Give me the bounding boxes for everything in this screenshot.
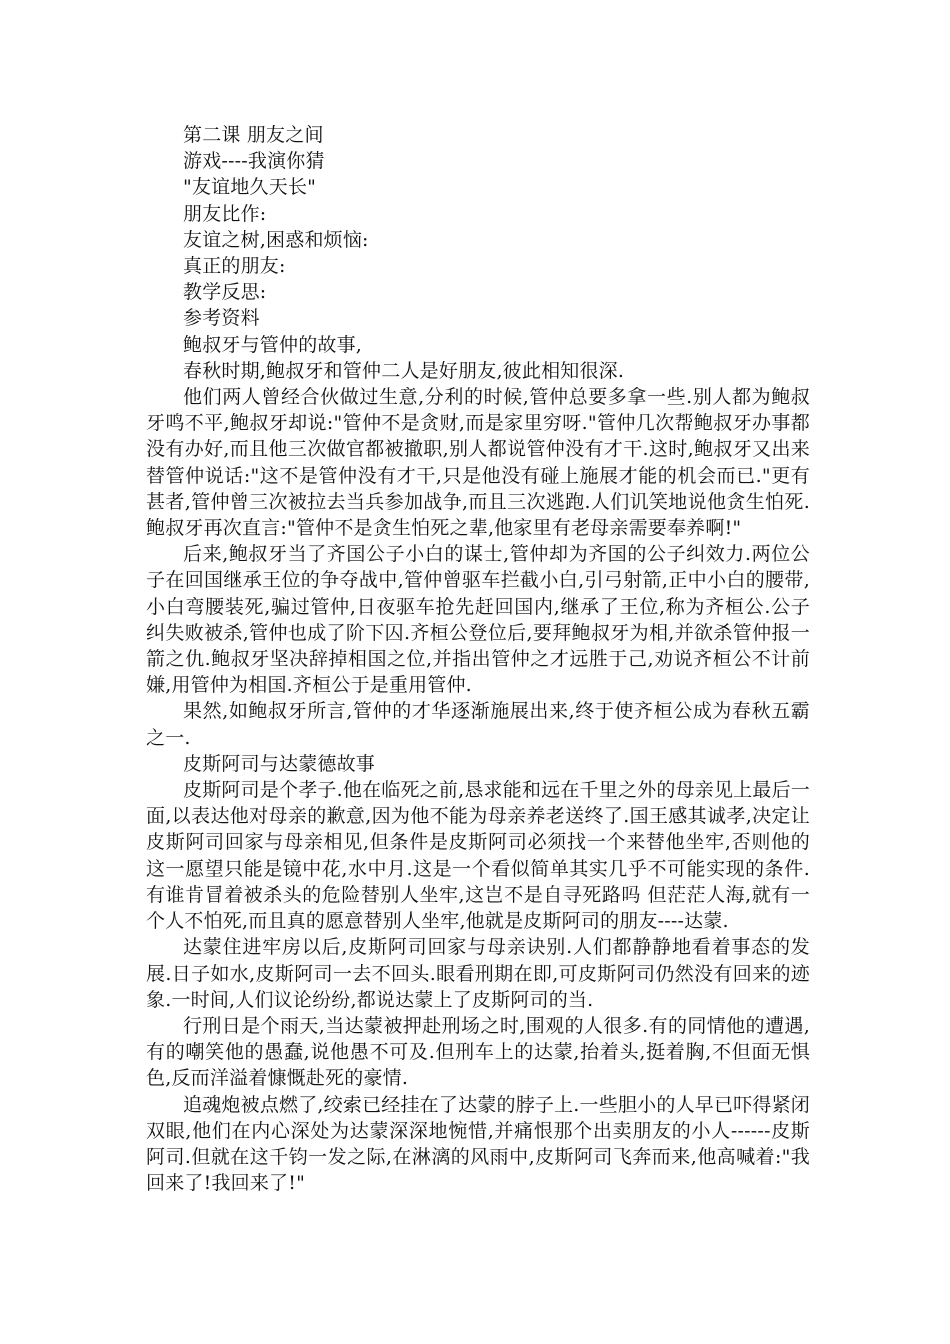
friend-metaphor-heading: 朋友比作: — [183, 202, 267, 225]
body-paragraph: 皮斯阿司是个孝子.他在临死之前,恳求能和远在千里之外的母亲见上最后一面,以表达他对母亲的歉意,因为他不能为母亲养老送终了.国王感其诚孝,决定让皮斯阿司回家与母亲相见,但条件是皮斯阿司必须找一个来替他坐牢,否则他的这一愿望只能是镜中花,水中月.这是一个看似简单其实几乎不可能实现的条件.有谁肯冒着被杀头的危险替别人坐牢,这岂不是自寻死路吗 但茫茫人海,就有一个人不怕死,而且真的愿意替别人坐牢,他就是皮斯阿司的朋友----达蒙. — [146, 779, 810, 933]
story-title-damon: 皮斯阿司与达蒙德故事 — [183, 752, 376, 775]
body-paragraph: 果然,如鲍叔牙所言,管仲的才华逐渐施展出来,终于使齐桓公成为春秋五霸之一. — [146, 700, 810, 749]
story-intro-line: 春秋时期,鲍叔牙和管仲二人是好朋友,彼此相知很深. — [183, 359, 625, 382]
reference-heading: 参考资料 — [183, 307, 260, 330]
lesson-title: 第二课 朋友之间 — [183, 124, 324, 146]
story-title-baoshuya: 鲍叔牙与管仲的故事, — [183, 333, 363, 356]
document-page — [146, 122, 810, 1196]
game-heading: 游戏----我演你猜 — [183, 150, 325, 173]
true-friend-heading: 真正的朋友: — [183, 255, 286, 278]
body-paragraph: 行刑日是个雨天,当达蒙被押赴刑场之时,围观的人很多.有的同情他的遭遇,有的嘲笑他的愚蠢,说他愚不可及.但刑车上的达蒙,抬着头,挺着胸,不但面无惧色,反而洋溢着慷慨赴死的豪情. — [146, 1014, 810, 1090]
body-paragraph: 他们两人曾经合伙做过生意,分利的时候,管仲总要多拿一些.别人都为鲍叔牙鸣不平,鲍叔牙却说:"管仲不是贪财,而是家里穷呀."管仲几次帮鲍叔牙办事都没有办好,而且他三次做官都被撤职,别人都说管仲没有才干.这时,鲍叔牙又出来替管仲说话:"这不是管仲没有才干,只是他没有碰上施展才能的机会而已."更有甚者,管仲曾三次被拉去当兵参加战争,而且三次逃跑.人们讥笑地说他贪生怕死.鲍叔牙再次直言:"管仲不是贪生怕死之辈,他家里有老母亲需要奉养啊!" — [146, 386, 810, 540]
friendship-tree-heading: 友谊之树,困惑和烦恼: — [183, 228, 369, 251]
body-paragraph: 后来,鲍叔牙当了齐国公子小白的谋士,管仲却为齐国的公子纠效力.两位公子在回国继承王位的争夺战中,管仲曾驱车拦截小白,引弓射箭,正中小白的腰带,小白弯腰装死,骗过管仲,日夜驱车抢先赶回国内,继承了王位,称为齐桓公.公子纠失败被杀,管仲也成了阶下囚.齐桓公登位后,要拜鲍叔牙为相,并欲杀管仲报一箭之仇.鲍叔牙坚决辞掉相国之位,并指出管仲之才远胜于己,劝说齐桓公不计前嫌,用管仲为相国.齐桓公于是重用管仲. — [146, 543, 810, 697]
body-paragraph: 追魂炮被点燃了,绞索已经挂在了达蒙的脖子上.一些胆小的人早已吓得紧闭双眼,他们在内心深处为达蒙深深地惋惜,并痛恨那个出卖朋友的小人------皮斯阿司.但就在这千钧一发之际,在淋漓的风雨中,皮斯阿司飞奔而来,他高喊着:"我回来了!我回来了!" — [146, 1093, 810, 1195]
body-paragraph: 达蒙住进牢房以后,皮斯阿司回家与母亲诀别.人们都静静地看着事态的发展.日子如水,皮斯阿司一去不回头.眼看刑期在即,可皮斯阿司仍然没有回来的迹象.一时间,人们议论纷纷,都说达蒙上了皮斯阿司的当. — [146, 936, 810, 1011]
reflection-heading: 教学反思: — [183, 281, 267, 304]
song-title: "友谊地久天长" — [183, 176, 317, 199]
